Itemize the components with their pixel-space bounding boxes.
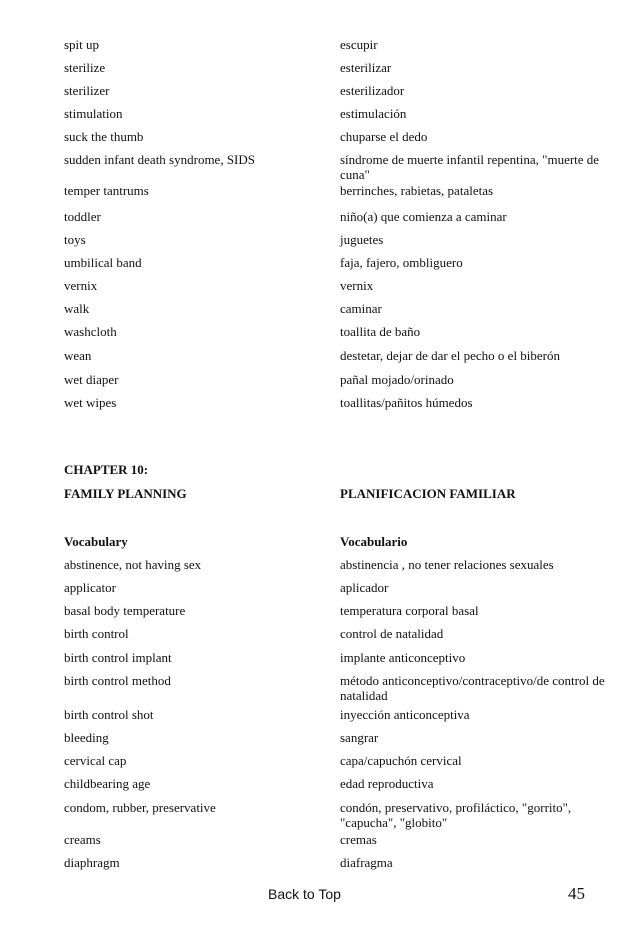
term-es: juguetes xyxy=(340,232,384,247)
term-en: toddler xyxy=(64,209,101,224)
chapter-title-es: PLANIFICACION FAMILIAR xyxy=(340,486,516,501)
term-es: toallita de baño xyxy=(340,324,421,339)
page-number: 45 xyxy=(568,884,585,903)
term-en: wet wipes xyxy=(64,395,117,410)
chapter-label: CHAPTER 10: xyxy=(64,462,149,477)
term-en: spit up xyxy=(64,37,100,52)
term-es: diafragma xyxy=(340,855,393,870)
term-en: birth control shot xyxy=(64,707,154,722)
term-en: vernix xyxy=(64,278,98,293)
term-en: basal body temperature xyxy=(64,603,186,618)
term-es: sangrar xyxy=(340,730,379,745)
term-en: condom, rubber, preservative xyxy=(64,800,216,815)
term-en: bleeding xyxy=(64,730,109,745)
term-en: wean xyxy=(64,348,92,363)
term-es: capa/capuchón cervical xyxy=(340,753,462,768)
term-en: applicator xyxy=(64,580,116,595)
term-es: control de natalidad xyxy=(340,626,444,641)
term-es: edad reproductiva xyxy=(340,776,434,791)
term-es: toallitas/pañitos húmedos xyxy=(340,395,473,410)
term-en: birth control method xyxy=(64,673,171,688)
term-es: abstinencia , no tener relaciones sexuales xyxy=(340,557,554,572)
term-en: washcloth xyxy=(64,324,117,339)
term-en: walk xyxy=(64,301,90,316)
term-es: síndrome de muerte infantil repentina, "muerte de cuna" xyxy=(340,152,600,182)
term-es: condón, preservativo, profiláctico, "gorrito", "capucha", "globito" xyxy=(340,800,572,830)
term-es: método anticonceptivo/contraceptivo/de control de natalidad xyxy=(340,673,605,703)
term-en: cervical cap xyxy=(64,753,127,768)
term-es: vernix xyxy=(340,278,374,293)
term-en: suck the thumb xyxy=(64,129,144,144)
term-es: caminar xyxy=(340,301,382,316)
term-en: birth control implant xyxy=(64,650,172,665)
term-en: stimulation xyxy=(64,106,123,121)
term-es: niño(a) que comienza a caminar xyxy=(340,209,507,224)
term-es: implante anticonceptivo xyxy=(340,650,466,665)
term-en: birth control xyxy=(64,626,129,641)
term-es: temperatura corporal basal xyxy=(340,603,479,618)
term-es: esterilizar xyxy=(340,60,392,75)
term-es: pañal mojado/orinado xyxy=(340,372,454,387)
term-en: toys xyxy=(64,232,86,247)
term-en: childbearing age xyxy=(64,776,151,791)
term-es: escupir xyxy=(340,37,378,52)
term-es: esterilizador xyxy=(340,83,405,98)
term-es: faja, fajero, ombliguero xyxy=(340,255,463,270)
term-es: berrinches, rabietas, pataletas xyxy=(340,183,494,198)
term-es: estimulación xyxy=(340,106,407,121)
vocabulary-heading-es: Vocabulario xyxy=(340,534,408,549)
term-en: sudden infant death syndrome, SIDS xyxy=(64,152,256,167)
term-es: destetar, dejar de dar el pecho o el biberón xyxy=(340,348,561,363)
term-es: aplicador xyxy=(340,580,389,595)
term-es: cremas xyxy=(340,832,377,847)
term-en: sterilizer xyxy=(64,83,110,98)
chapter-title-en: FAMILY PLANNING xyxy=(64,486,187,501)
term-en: abstinence, not having sex xyxy=(64,557,202,572)
term-en: diaphragm xyxy=(64,855,120,870)
back-to-top-link[interactable]: Back to Top xyxy=(268,886,341,902)
term-es: chuparse el dedo xyxy=(340,129,428,144)
term-en: temper tantrums xyxy=(64,183,149,198)
term-es: inyección anticonceptiva xyxy=(340,707,470,722)
term-en: sterilize xyxy=(64,60,106,75)
term-en: umbilical band xyxy=(64,255,142,270)
vocabulary-heading-en: Vocabulary xyxy=(64,534,128,549)
term-en: wet diaper xyxy=(64,372,119,387)
term-en: creams xyxy=(64,832,101,847)
